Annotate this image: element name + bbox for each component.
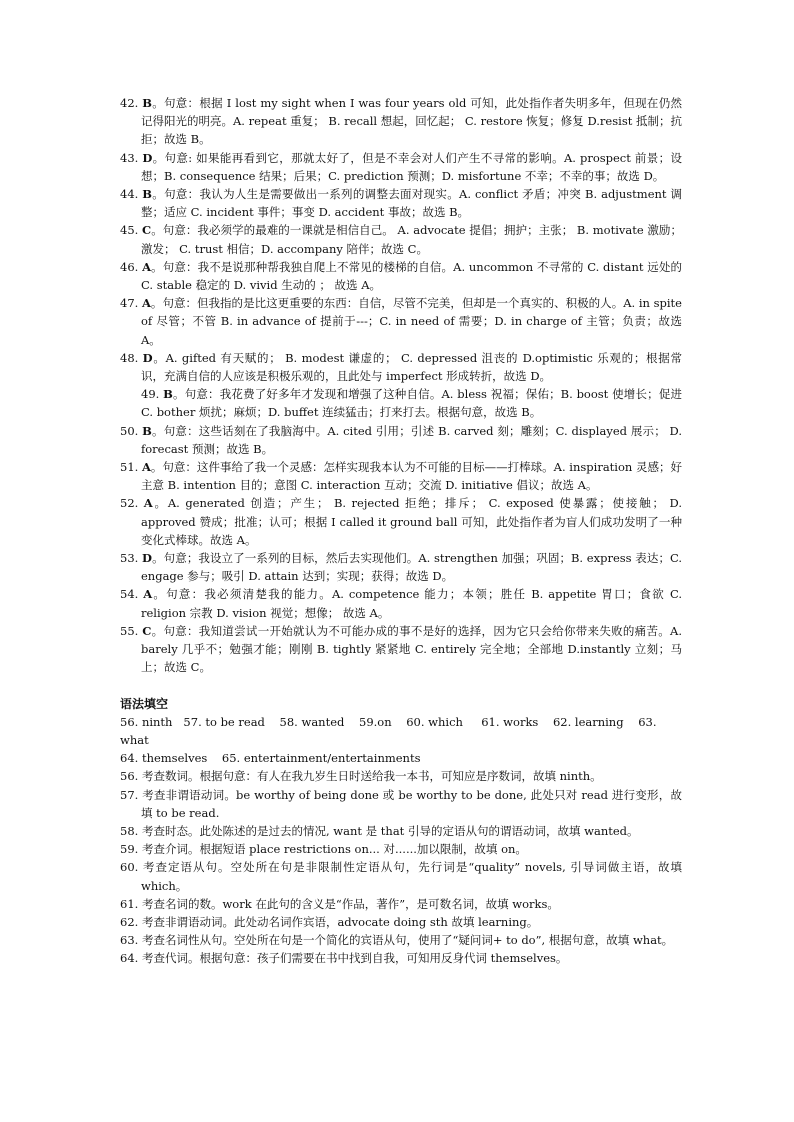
grammar-explanation-entry: [120, 895, 682, 913]
answer-entry: [120, 549, 682, 585]
answer-explanation: 。句意：但我指的是比这更重要的东西：自信，尽管不完美，但却是一个真实的、积极的人。A. in spite of 尽管；不管 B. in advance of 提前于---；C. in need of 需要；D. in charge of 主管；负责；故选 A。: [141, 296, 682, 347]
question-number: 59.: [120, 842, 142, 857]
answer-explanation: 。句意：我必须清楚我的能力。A. competence 能力；本领；胜任 B. appetite 胃口；食欲 C. religion 宗教 D. vision 视觉；想像； 故选 A。: [141, 587, 682, 620]
grammar-explanation-text: 考查数词。根据句意：有人在我九岁生日时送给我一本书，可知应是序数词，故填 ninth。: [141, 769, 602, 784]
grammar-explanation-entry: [120, 913, 682, 931]
answer-entry: [120, 585, 682, 621]
cloze-answer-list: [120, 94, 682, 677]
answer-letter: A: [141, 460, 151, 475]
grammar-explanation-text: 考查非谓语动词。be worthy of being done 或 be worthy to be done, 此处只对 read 进行变形，故填 to be read.: [141, 787, 683, 820]
document-page: [120, 94, 682, 968]
grammar-explanation-entry: [120, 840, 682, 858]
question-number: 63.: [120, 933, 142, 948]
answer-explanation: 。句意：我认为人生是需要做出一系列的调整去面对现实。A. conflict 矛盾；冲突 B. adjustment 调整；适应 C. incident 事件；事变 D. accident 事故；故选 B。: [141, 187, 682, 220]
answer-entry: [120, 458, 682, 494]
answer-explanation: 。句意：我不是说那种帮我独自爬上不常见的楼梯的自信。A. uncommon 不寻常的 C. distant 远处的 C. stable 稳定的 D. vivid 生动的 ； 故选 A。: [141, 259, 682, 293]
answer-letter: D: [142, 551, 153, 566]
answer-explanation: 。句意：我必须学的最难的一课就是相信自己。 A. advocate 提倡；拥护；主张； B. motivate 激励；激发； C. trust 相信；D. accompany 陪伴；故选 C。: [141, 223, 682, 256]
question-number: 45.: [120, 223, 142, 238]
question-number: 64.: [120, 951, 142, 966]
answer-letter: A: [143, 496, 153, 511]
answer-letter: B: [142, 423, 152, 438]
answer-entry: [120, 185, 682, 221]
question-number: 42.: [120, 96, 143, 110]
grammar-explanation-text: 考查定语从句。空处所在句是非限制性定语从句，先行词是“quality” novels, 引导词做主语，故填 which。: [141, 860, 683, 893]
answer-entry: [120, 149, 682, 185]
grammar-answer-key-line-1: 56. ninth 57. to be read 58. wanted 59.on 60. which 61. works 62. learning 63. what: [120, 714, 661, 747]
grammar-explanation-entry: [120, 786, 682, 822]
question-number: 53.: [120, 551, 143, 566]
answer-explanation: 。句意；我设立了一系列的目标，然后去实现他们。A. strengthen 加强；巩固；B. express 表达；C. engage 参与；吸引 D. attain 达到；实现；获得；故选 D。: [141, 551, 682, 584]
grammar-explanation-text: 考查代词。根据句意：孩子们需要在书中找到自我，可知用反身代词 themselves。: [141, 951, 568, 966]
answer-entry: [120, 494, 682, 549]
answer-letter: C: [142, 223, 152, 238]
question-number: 47.: [120, 296, 142, 311]
answer-letter: D: [142, 350, 153, 365]
grammar-explanation-text: 考查名词的数。work 在此句的含义是“作品，著作”，是可数名词，故填 works。: [141, 896, 559, 911]
question-number: 50.: [120, 423, 143, 438]
question-number: 49.: [141, 387, 164, 402]
grammar-explanation-entry: [120, 858, 682, 894]
answer-explanation: 。A. generated 创造；产生； B. rejected 拒绝；排斥； C. exposed 使暴露；使接触； D. approved 赞成；批准；认可；根据 I called it ground ball 可知，此处指作者为盲人们成功发明了一种变化式棒球。故选 A。: [141, 496, 682, 547]
answer-explanation: 。句意：我知道尝试一开始就认为不可能办成的事不是好的选择，因为它只会给你带来失败的痛苦。A. barely 几乎不；勉强才能；刚刚 B. tightly 紧紧地 C. entirely 完全地；全部地 D.instantly 立刻；马上；故选 C。: [141, 623, 682, 675]
grammar-explanation-text: 考查非谓语动词。此处动名词作宾语，advocate doing sth 故填 learning。: [141, 914, 539, 929]
answer-explanation: 。句意：根据 I lost my sight when I was four years old 可知，此处指作者失明多年，但现在仍然记得阳光的明亮。A. repeat 重复； B. recall 想起，回忆起； C. restore 恢复；修复 D.resist 抵制；抗拒；故选 B。: [141, 96, 682, 147]
answer-explanation: 。句意：这些话刻在了我脑海中。A. cited 引用；引述 B. carved 刻；雕刻；C. displayed 展示； D. forecast 预测；故选 B。: [141, 423, 683, 456]
answer-entry: [120, 221, 682, 257]
answer-letter: A: [141, 296, 151, 311]
answer-explanation: 。A. gifted 有天赋的； B. modest 谦虚的； C. depressed 沮丧的 D.optimistic 乐观的；根据常识，充满自信的人应该是积极乐观的，且此处与 imperfect 形成转折，故选 D。: [141, 350, 682, 384]
answer-letter: D: [142, 150, 153, 165]
question-number: 51.: [120, 460, 142, 475]
question-number: 46.: [120, 259, 143, 274]
answer-entry: [120, 385, 682, 421]
answer-entry: [120, 258, 682, 294]
answer-letter: A: [143, 587, 153, 602]
answer-entry: [120, 622, 682, 677]
answer-explanation: 。句意：我花费了好多年才发现和增强了这种自信。A. bless 祝福；保佑；B. boost 使增长；促进 C. bother 烦扰；麻烦；D. buffet 连续猛击；打来打去。根据句意，故选 B。: [141, 387, 682, 420]
grammar-explanation-entry: [120, 931, 682, 949]
answer-explanation: 。句意: 如果能再看到它，那就太好了，但是不幸会对人们产生不寻常的影响。A. prospect 前景；设想；B. consequence 结果；后果；C. prediction 预测；D. misfortune 不幸；不幸的事；故选 D。: [141, 150, 682, 183]
answer-letter: B: [142, 96, 152, 110]
question-number: 54.: [120, 587, 144, 602]
answer-entry: [120, 422, 682, 458]
answer-letter: C: [142, 623, 152, 638]
question-number: 62.: [120, 914, 142, 929]
answer-entry: [120, 349, 682, 385]
answer-explanation: 。句意：这件事给了我一个灵感：怎样实现我本认为不可能的目标——打棒球。A. inspiration 灵感；好主意 B. intention 目的；意图 C. interaction 互动；交流 D. initiative 倡议；故选 A。: [141, 460, 682, 493]
grammar-explanation-text: 考查时态。此处陈述的是过去的情况, want 是 that 引导的定语从句的谓语动词，故填 wanted。: [141, 823, 639, 838]
answer-entry: [120, 294, 682, 349]
grammar-explanation-text: 考查名词性从句。空处所在句是一个简化的宾语从句，使用了“疑问词+ to do”, 根据句意，故填 what。: [141, 933, 674, 948]
answer-letter: A: [142, 259, 151, 274]
answer-entry: [120, 94, 682, 149]
grammar-explanation-list: [120, 767, 682, 967]
question-number: 48.: [120, 350, 143, 365]
question-number: 52.: [120, 496, 144, 511]
grammar-answer-key-line-2: 64. themselves 65. entertainment/entertainments: [120, 751, 421, 766]
question-number: 61.: [120, 896, 142, 911]
answer-letter: B: [142, 187, 152, 202]
question-number: 44.: [120, 187, 143, 202]
grammar-explanation-entry: [120, 949, 682, 967]
question-number: 58.: [120, 823, 142, 838]
grammar-explanation-entry: [120, 822, 682, 840]
question-number: 57.: [120, 787, 143, 802]
question-number: 60.: [120, 860, 143, 875]
answer-letter: B: [163, 387, 173, 402]
grammar-explanation-entry: [120, 767, 682, 785]
grammar-explanation-text: 考查介词。根据短语 place restrictions on... 对......加以限制，故填 on。: [141, 842, 527, 857]
question-number: 43.: [120, 150, 143, 165]
question-number: 56.: [120, 769, 142, 784]
question-number: 55.: [120, 623, 143, 638]
grammar-section-title: 语法填空: [120, 696, 169, 711]
